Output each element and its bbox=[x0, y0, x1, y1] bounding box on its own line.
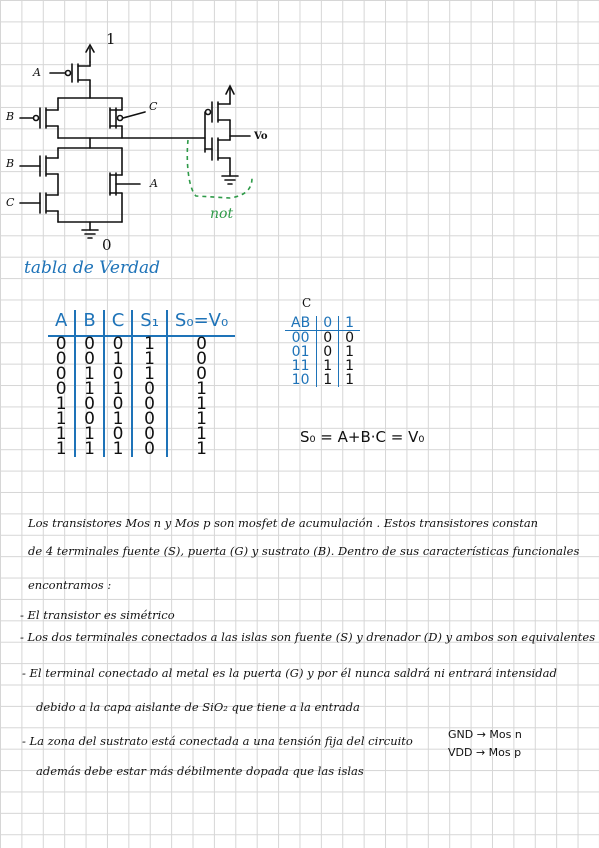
table-row bbox=[48, 352, 235, 367]
table-cell: 1 bbox=[55, 409, 67, 429]
gate-label-a-top: A bbox=[33, 66, 41, 79]
kmap-cell: 0 bbox=[317, 331, 339, 346]
cmos-circuit-diagram bbox=[0, 0, 599, 260]
truth-table-title: tabla de Verdad bbox=[24, 258, 160, 278]
kmap-cell: 0 bbox=[317, 345, 339, 359]
gate-label-c-top: C bbox=[149, 100, 158, 113]
kmap-row-label: 01 bbox=[291, 344, 310, 360]
table-cell: 1 bbox=[55, 439, 67, 459]
table-cell: 1 bbox=[132, 367, 167, 382]
table-cell: 1 bbox=[132, 336, 167, 352]
table-cell: 1 bbox=[132, 352, 167, 367]
kmap-cell: 1 bbox=[339, 345, 360, 359]
truth-header-s1: S₁ bbox=[132, 310, 167, 336]
table-cell: 0 bbox=[167, 352, 235, 367]
table-cell: 1 bbox=[104, 352, 133, 367]
notes-line-1: Los transistores Mos n y Mos p son mosfet de acumulación . Estos transistores constan bbox=[28, 516, 539, 530]
kmap-cell: 0 bbox=[339, 331, 360, 346]
kmap-row-label: 11 bbox=[291, 358, 310, 374]
table-cell: 0 bbox=[167, 336, 235, 352]
gnd-mapping: GND → Mos n bbox=[448, 728, 522, 741]
table-row bbox=[48, 397, 235, 412]
table-cell: 0 bbox=[132, 442, 167, 457]
truth-header-a: A bbox=[48, 310, 75, 336]
table-cell: 0 bbox=[104, 397, 133, 412]
kmap-row bbox=[285, 373, 360, 387]
table-cell: 1 bbox=[55, 394, 67, 414]
table-cell: 0 bbox=[104, 367, 133, 382]
notes-line-2: de 4 terminales fuente (S), puerta (G) y sustrato (B). Dentro de sus características funcionales bbox=[28, 544, 580, 558]
table-cell: 0 bbox=[75, 336, 103, 352]
table-cell: 1 bbox=[167, 442, 235, 457]
kmap-row bbox=[285, 345, 360, 359]
table-cell: 0 bbox=[132, 397, 167, 412]
kmap-column-variable: C bbox=[302, 296, 312, 310]
table-cell: 1 bbox=[75, 427, 103, 442]
table-row bbox=[48, 442, 235, 457]
truth-table bbox=[48, 310, 235, 457]
inverter-label: not bbox=[210, 206, 234, 222]
table-cell: 0 bbox=[55, 334, 67, 354]
kmap-row bbox=[285, 359, 360, 373]
table-cell: 0 bbox=[104, 336, 133, 352]
bullet-substrate-line-1: - La zona del sustrato está conectada a una tensión fija del circuito bbox=[22, 734, 413, 748]
table-row bbox=[48, 382, 235, 397]
table-row bbox=[48, 412, 235, 427]
table-cell: 0 bbox=[132, 427, 167, 442]
boolean-equation: S₀ = A+B·C = V₀ bbox=[300, 428, 425, 446]
kmap-row-variable: AB bbox=[285, 316, 317, 331]
output-label: Vo bbox=[254, 131, 268, 142]
bullet-symmetric: - El transistor es simétrico bbox=[20, 608, 175, 622]
table-row bbox=[48, 427, 235, 442]
table-row bbox=[48, 367, 235, 382]
bullet-substrate-line-2: además debe estar más débilmente dopada que las islas bbox=[36, 764, 364, 778]
table-cell: 1 bbox=[167, 397, 235, 412]
table-cell: 0 bbox=[167, 367, 235, 382]
table-cell: 0 bbox=[104, 427, 133, 442]
table-row bbox=[48, 336, 235, 352]
kmap-row-label: 10 bbox=[291, 372, 310, 388]
table-cell: 1 bbox=[55, 424, 67, 444]
kmap-cell: 1 bbox=[317, 373, 339, 387]
truth-header-c: C bbox=[104, 310, 133, 336]
table-cell: 0 bbox=[75, 397, 103, 412]
table-cell: 1 bbox=[167, 412, 235, 427]
gate-label-b-top: B bbox=[6, 110, 15, 123]
table-cell: 0 bbox=[75, 412, 103, 427]
vdd-mapping: VDD → Mos p bbox=[448, 746, 522, 759]
notes-line-3: encontramos : bbox=[28, 578, 112, 592]
table-cell: 1 bbox=[75, 367, 103, 382]
table-cell: 0 bbox=[132, 412, 167, 427]
gnd-label: 0 bbox=[102, 236, 112, 254]
truth-header-b: B bbox=[75, 310, 103, 336]
table-cell: 1 bbox=[167, 427, 235, 442]
gate-label-c-bottom: C bbox=[6, 196, 15, 209]
kmap-row-label: 00 bbox=[291, 330, 310, 346]
table-cell: 0 bbox=[55, 364, 67, 384]
table-cell: 1 bbox=[104, 442, 133, 457]
table-cell: 0 bbox=[55, 379, 67, 399]
truth-header-s0: S₀=V₀ bbox=[167, 310, 235, 336]
table-cell: 1 bbox=[75, 442, 103, 457]
kmap-col-header-0: 0 bbox=[317, 316, 339, 331]
table-cell: 1 bbox=[167, 382, 235, 397]
gate-label-b-bottom: B bbox=[6, 157, 15, 170]
table-cell: 1 bbox=[75, 382, 103, 397]
vdd-label: 1 bbox=[106, 30, 116, 48]
kmap-cell: 1 bbox=[317, 359, 339, 373]
bullet-gate-line-2: debido a la capa aislante de SiO₂ que tiene a la entrada bbox=[36, 700, 360, 714]
table-cell: 1 bbox=[104, 382, 133, 397]
karnaugh-map bbox=[285, 316, 360, 387]
kmap-row bbox=[285, 331, 360, 346]
kmap-cell: 1 bbox=[339, 359, 360, 373]
table-cell: 0 bbox=[55, 349, 67, 369]
gate-label-a-bottom: A bbox=[150, 177, 158, 190]
table-cell: 0 bbox=[75, 352, 103, 367]
table-cell: 0 bbox=[132, 382, 167, 397]
bullet-gate-line-1: - El terminal conectado al metal es la puerta (G) y por él nunca saldrá ni entrará intensidad bbox=[22, 666, 557, 680]
kmap-col-header-1: 1 bbox=[339, 316, 360, 331]
bullet-terminals: - Los dos terminales conectados a las islas son fuente (S) y drenador (D) y ambos son equivalentes bbox=[20, 630, 596, 644]
kmap-cell: 1 bbox=[339, 373, 360, 387]
table-cell: 1 bbox=[104, 412, 133, 427]
